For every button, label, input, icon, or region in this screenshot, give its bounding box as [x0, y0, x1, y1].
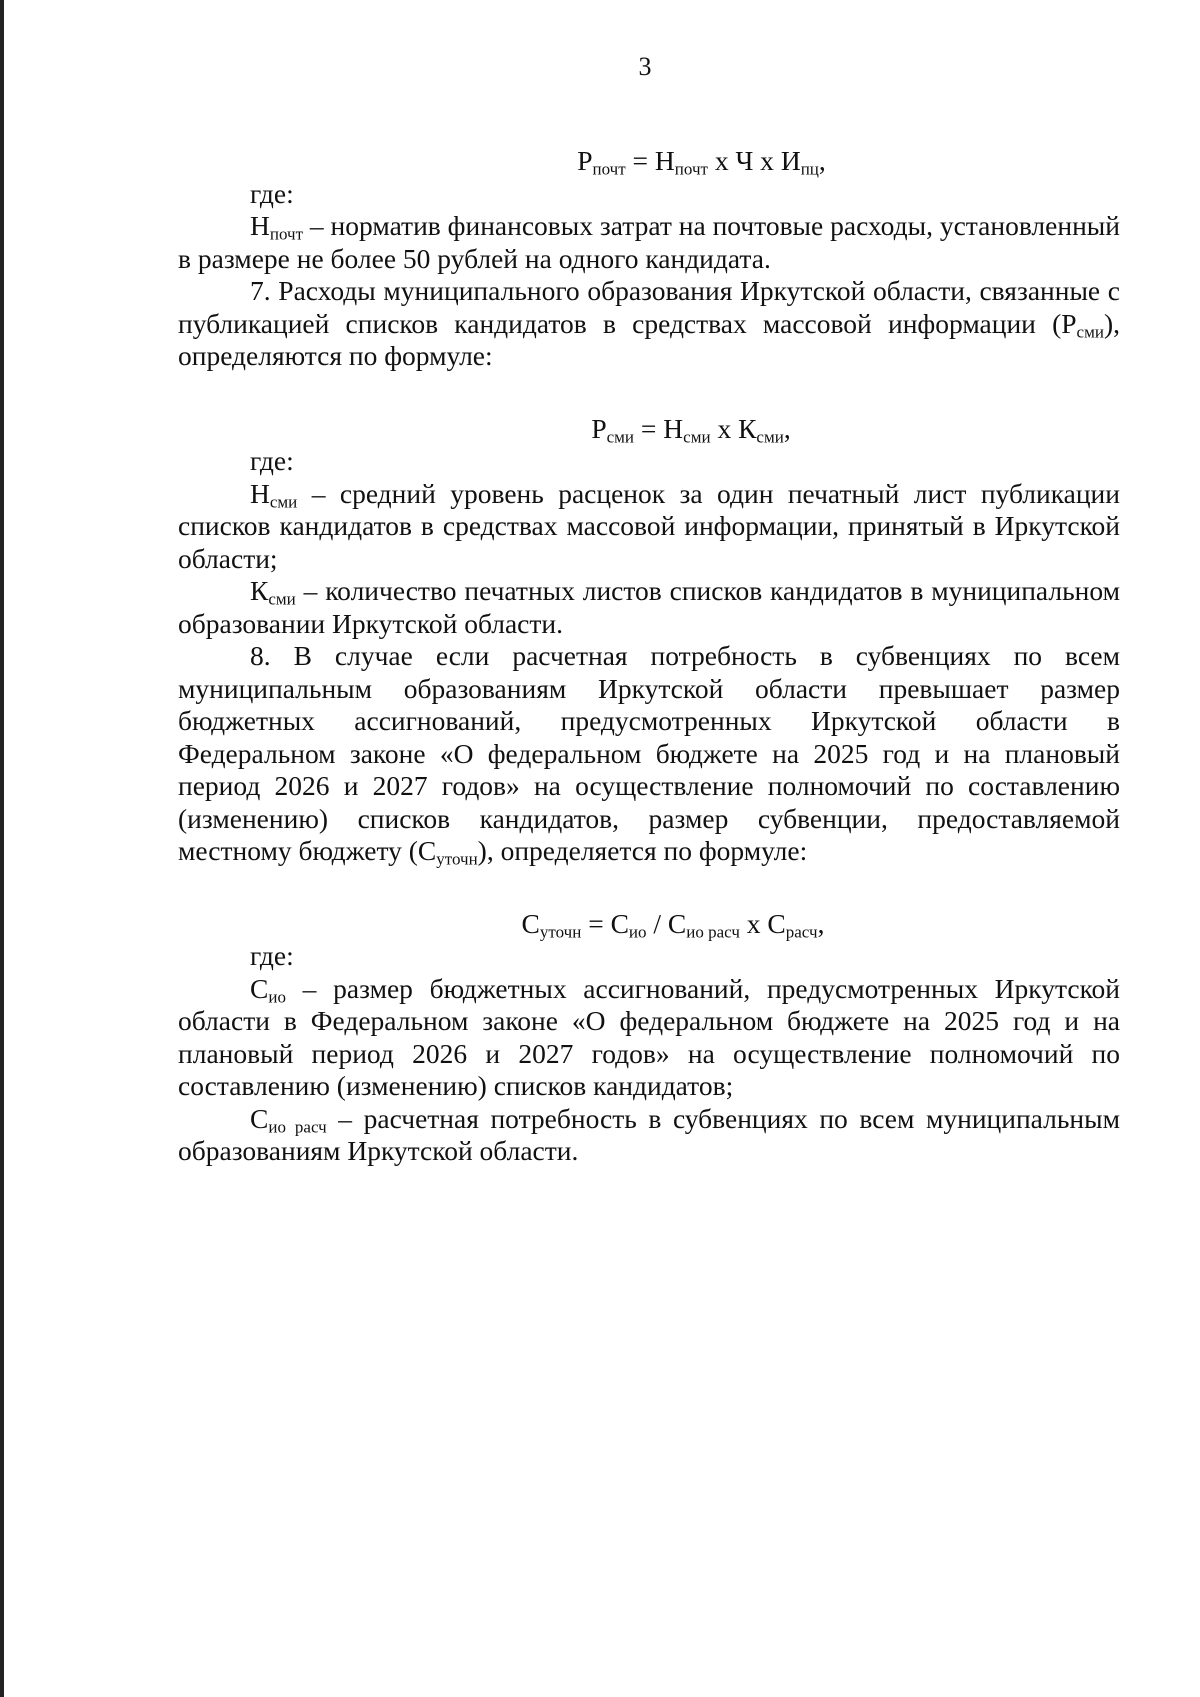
where-label: где:: [250, 177, 294, 209]
formula-smi-n-sub: сми: [683, 426, 711, 446]
formula-utochn-div: /: [646, 907, 668, 939]
def-c-io-rasch-text: – расчетная потребность в субвенциях по всем муниципальным образованиям Иркутской области.: [178, 1102, 1120, 1166]
formula-utochn-cio-sub: ио: [628, 921, 647, 941]
formula-smi-p: Р: [591, 412, 607, 444]
formula-utochn-c-sub: уточн: [539, 921, 582, 941]
def-c-io-symbol: С: [250, 972, 269, 1004]
paragraph-8-text: 8. В случае если расчетная потребность в субвенциях по всем муниципальным образованиям Иркутской области превышает размер бюджетных ассигнований, предусмотренных Иркутской области в Федеральном законе «О федеральном бюджете на 2025 год и на плановый период 2026 и 2027 годов» на осуществление полномочий по составлению (изменению) списков кандидатов, размер субвенции, предоставляемой местному бюджету (: [178, 640, 1120, 866]
paragraph-8-end: ), определяется по формуле:: [477, 835, 808, 866]
def-c-io-rasch-sub: ио расч: [268, 1116, 327, 1136]
definition-k-smi: [178, 575, 1120, 640]
formula-smi: [178, 413, 1120, 446]
formula-postal-p-sub: почт: [592, 159, 626, 179]
formula-smi-eq: =: [634, 412, 664, 444]
paragraph-7: [178, 275, 1120, 373]
formula-postal-end: ,: [818, 145, 826, 176]
formula-utochn-cr: С: [767, 907, 786, 939]
formula-postal-mid: х Ч х: [707, 145, 781, 176]
def-n-pocht-symbol: Н: [250, 210, 270, 241]
def-n-smi-sub: сми: [269, 491, 298, 511]
formula-utochn-end: ,: [817, 907, 825, 939]
formula-smi-end: ,: [783, 412, 791, 444]
formula-utochn-cior: С: [667, 907, 687, 939]
def-n-pocht-text: – норматив финансовых затрат на почтовые расходы, установленный в размере не более 50 рублей на одного кандидата.: [178, 210, 1120, 274]
document-body: [178, 145, 1120, 1168]
formula-smi-mid: х: [710, 412, 739, 444]
where-label: где:: [250, 445, 294, 476]
paragraph-7-sub: сми: [1076, 321, 1104, 341]
formula-smi-n: Н: [663, 412, 684, 444]
definition-c-io-rasch: [178, 1103, 1120, 1168]
definition-n-smi: [178, 478, 1120, 576]
formula-utochn: [178, 908, 1120, 941]
formula-utochn-cio: С: [610, 907, 629, 939]
formula-utochn-cior-sub: ио расч: [686, 921, 740, 941]
formula-postal-n: Н: [654, 145, 675, 176]
def-n-smi-text: – средний уровень расценок за один печатный лист публикации списков кандидатов в средствах массовой информации, принятый в Иркутской области;: [178, 477, 1120, 574]
formula-postal-eq: =: [625, 145, 655, 176]
formula-postal-i-sub: пц: [800, 159, 819, 179]
formula-smi-p-sub: сми: [606, 426, 635, 446]
paragraph-7-symbol: Р: [1061, 307, 1077, 339]
formula-postal-n-sub: почт: [674, 159, 708, 179]
definition-n-pocht: [178, 210, 1120, 275]
def-k-smi-symbol: К: [250, 575, 269, 606]
def-c-io-sub: ио: [268, 986, 286, 1006]
page-number: 3: [638, 52, 652, 81]
def-c-io-text: – размер бюджетных ассигнований, предусмотренных Иркутской области в Федеральном законе «О федеральном бюджете на 2025 год и на плановый период 2026 и 2027 годов» на осуществление полномочий по составлению (изменению) списков кандидатов;: [178, 972, 1120, 1101]
def-n-smi-symbol: Н: [250, 477, 270, 509]
formula-utochn-c: С: [521, 907, 540, 939]
formula-utochn-eq: =: [581, 907, 611, 939]
formula-utochn-mid: х: [739, 907, 768, 939]
def-n-pocht-sub: почт: [269, 224, 304, 244]
formula-postal-p: Р: [577, 145, 593, 176]
formula-smi-k-sub: сми: [756, 426, 784, 446]
paragraph-7-text: 7. Расходы муниципального образования Иркутской области, связанные с публикацией списков кандидатов в средствах массовой информации (: [178, 275, 1120, 339]
paragraph-8-sub: уточн: [436, 849, 478, 869]
formula-smi-k: К: [738, 412, 757, 444]
def-c-io-rasch-symbol: С: [250, 1102, 269, 1134]
paragraph-8: [178, 640, 1120, 868]
paragraph-7-end: ), определяются по формуле:: [178, 307, 1120, 371]
formula-postal-i: И: [780, 145, 801, 176]
where-label: где:: [250, 940, 294, 971]
def-k-smi-text: – количество печатных листов списков кандидатов в муниципальном образовании Иркутской области.: [178, 575, 1120, 639]
definition-c-io: [178, 973, 1120, 1103]
formula-utochn-cr-sub: расч: [785, 921, 818, 941]
def-k-smi-sub: сми: [268, 589, 296, 609]
scan-page-edge: [0, 0, 4, 1697]
formula-postal: [178, 145, 1120, 178]
paragraph-8-symbol: С: [417, 835, 437, 866]
